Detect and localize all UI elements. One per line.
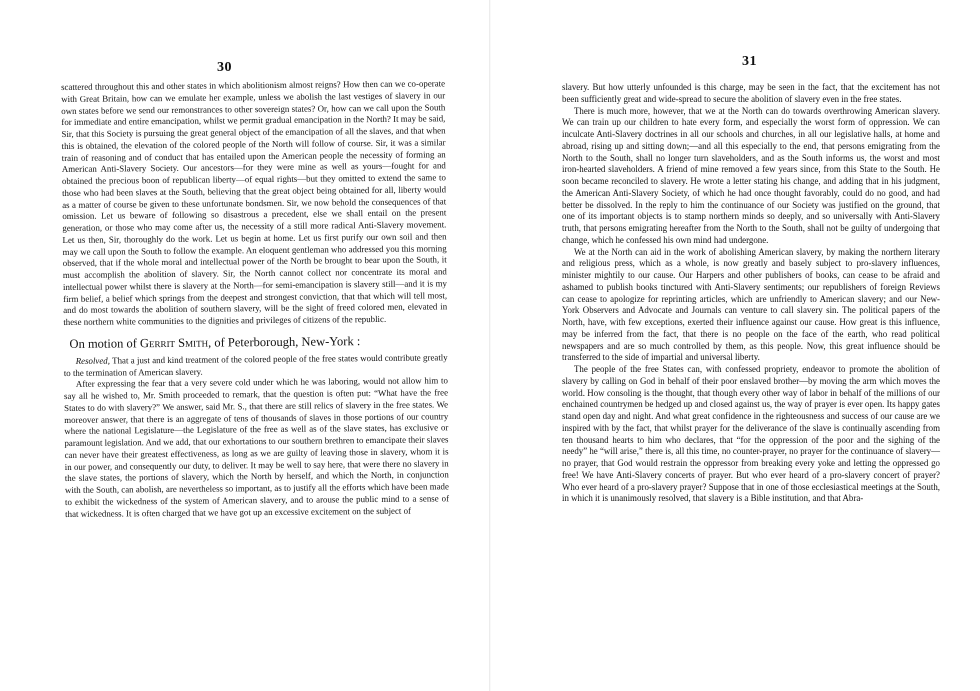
- right-page-body: [562, 82, 940, 505]
- resolved-text: That a just and kind treatment of the colored people of the free states would contribute greatly to the termination of American slavery.: [63, 352, 448, 378]
- page-number: 31: [742, 54, 757, 69]
- resolved-label: Resolved,: [75, 355, 110, 366]
- paragraph: The people of the free States can, with confessed propriety, endeavor to promote the abolition of slavery by calling on God in behalf of their poor enslaved brother—by moving the arm which moves the world. How consoling is the thought, that though every other way of labor in behalf of the millions of our enchained countrymen be hedged up and closed against us, the way of prayer is ever open. Its happy gates stand open day and night. And what great confidence in the righteousness and success of our cause are we inspired with by the fact, that whilst prayer for the deliverance of the slave is continually ascending from ten thousand hearts to him who declares, that “for the oppression of the poor and the sighing of the needy” he “will arise,” there is, all this time, no counter-prayer, no prayer for the continuance of slavery—no prayer, that God would restrain the oppressor from breaking every yoke and letting the oppressed go free! We have Anti-Slavery concerts of prayer. But who ever heard of a pro-slavery concert of prayer? Who ever heard of a pro-slavery prayer? Suppose that in one of those ecclesiastical meetings at the South, in which it is unanimously resolved, that slavery is a Bible institution, and that Abra-: [562, 364, 940, 504]
- paragraph: After expressing the fear that a very severe cold under which he was laboring, would not allow him to say all he wished to, Mr. Smith proceeded to remark, that the question is often put: “What have the free States to do with slavery?” We answer, said Mr. S., that there are still relics of slavery in the free states. We moreover answer, that there is an aggregate of tens of thousands of slaves in those portions of our country where the national Legislature—the Legislature of the free as well as of the slave states, has exclusive or paramount legislation. And we add, that our exhortations to our southern brethren to emancipate their slaves can never have their greatest effectiveness, as long as we are guilty of leaving those in slavery, whom it is in our power, and consequently our duty, to deliver. It may be well to say here, that were there no slavery in the slave states, the portions of slavery, which the North by herself, and which the North, in conjunction with the South, can abolish, are nevertheless so important, as to justify all the efforts which have been made to exhibit the wickedness of the system of American slavery, and to arouse the public mind to a sense of that wickedness. It is often charged that we have got up an excessive excitement on the subject of: [63, 375, 450, 519]
- left-page-body: [61, 78, 449, 520]
- page-number: 30: [217, 60, 232, 75]
- right-page: [490, 0, 980, 691]
- motion-name: Gerrit Smith,: [139, 335, 212, 351]
- motion-heading: [63, 332, 447, 352]
- paragraph: slavery. But how utterly unfounded is this charge, may be seen in the fact, that the excitement has not been sufficiently great and wide-spread to secure the abolition of slavery even in the free states.: [562, 82, 940, 104]
- paragraph: There is much more, however, that we at the North can do towards overthrowing American slavery. We can train up our children to hate every form, and especially the worst form of oppression. We can inculcate Anti-Slavery doctrines in all our schools and churches, in all our legislative halls, at home and abroad, rising up and sitting down;—and all this especially to the end, that persons emigrating from the North to the South, shall no longer turn slaveholders, and as the South informs us, the worst and most iron-hearted slaveholders. A friend of mine removed a few years since, from this State to the South. He soon became reconciled to slavery. He wrote a letter stating his change, and adding that in his judgment, the American Anti-Slavery Society, of which he had once thought favorably, could do no good, and had better be dissolved. In the reply to him the continuance of our Society was justified on the ground, that one of its important objects is to stamp northern minds so deeply, and so universally with Anti-Slavery truth, that persons emigrating hereafter from the North to the South, shall not be guilty of undergoing that change, which he confessed his own mind had undergone.: [562, 105, 940, 245]
- motion-suffix: of Peterborough, New-York :: [214, 333, 361, 350]
- paragraph: scattered throughout this and other states in which abolitionism almost reigns? How then can we co-operate with Great Britain, how can we emulate her example, unless we abolish the last vestiges of slavery in our own states before we send our remonstrances to other sovereign states? Or, how can we call upon the South for immediate and entire emancipation, whilst we permit gradual emancipation in the North? It may be said, Sir, that this Society is pursuing the great general object of the emancipation of all the slaves, and that when this is obtained, the elevation of the colored people of the North will follow of course. Sir, it was a similar train of reasoning and of conduct that has entailed upon the American people the necessity of forming an American Anti-Slavery Society. Our ancestors—for they were mine as well as yours—fought for and obtained the precious boon of republican liberty—of equal rights—but they omitted to extend the same to those who had been slaves at the South, believing that the great object being obtained for all, liberty would as a matter of course be given to these unfortunate bondsmen. Sir, we now behold the consequences of that omission. Let us beware of following so disastrous a precedent, else we shall entail on the present generation, or those who may come after us, the necessity of a still more radical Anti-Slavery movement. Let us then, Sir, thoroughly do the work. Let us begin at home. Let us first purify our own soil and then may we call upon the South to follow the example. An eloquent gentleman who addressed you this morning observed, that if the whole moral and intellectual power of the North be brought to bear upon the South, it must accomplish the abolition of slavery. Sir, the North cannot collect nor concentrate its moral and intellectual power whilst there is slavery at the North—for semi-emancipation is slavery still—and it is my firm belief, a belief which springs from the deepest and strongest conviction, that that which will tell most, and do most towards the abolition of southern slavery, will be the sight of freed colored men, elevated in these northern white communities to the dignities and privileges of citizens of the republic.: [61, 78, 448, 327]
- paragraph: We at the North can aid in the work of abolishing American slavery, by making the northern literary and religious press, which as a whole, is now greatly and basely subject to pro-slavery influences, minister mightily to our cause. Our Harpers and other publishers of books, can cease to be afraid and ashamed to publish books tinctured with Anti-Slavery sentiments; our republishers of foreign Reviews can cease to apologize for reprinting articles, which are unfriendly to American slavery; and our New-York Observers and Advocate and Journals can venture to call slavery sin. The political papers of the North, have, with few exceptions, exerted their influence against our cause. How great is this influence, may be inferred from the fact, that there is no people on the face of the earth, who read political newspapers and are so much controlled by them, as this people. Now, this great influence should be transferred to the side of impartial and universal liberty.: [562, 246, 940, 363]
- motion-prefix: On motion of: [69, 336, 137, 351]
